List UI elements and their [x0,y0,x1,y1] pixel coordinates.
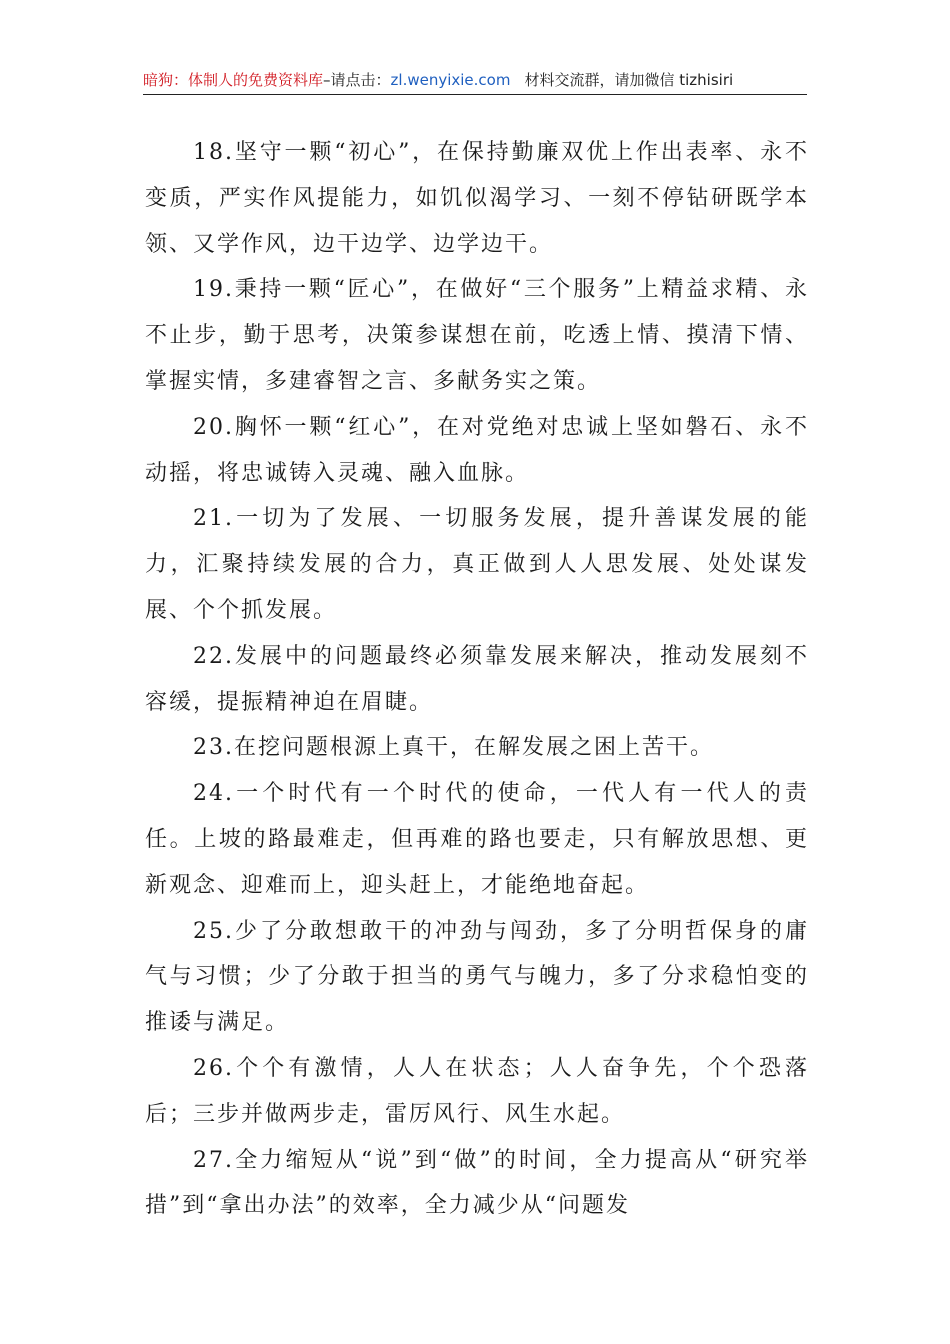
paragraph-18: 18.坚守一颗“初心”，在保持勤廉双优上作出表率、永不变质，严实作风提能力，如饥似渴学习、一刻不停钻研既学本领、又学作风，边干边学、边学边干。 [145,140,809,257]
document-body [145,130,809,1229]
header-cta: –请点击： [323,71,391,89]
paragraph-24: 24.一个时代有一个时代的使命，一代人有一代人的责任。上坡的路最难走，但再难的路也要走，只有解放思想、更新观念、迎难而上，迎头赶上，才能绝地奋起。 [145,781,809,898]
header-link[interactable]: zl.wenyixie.com [390,71,511,89]
paragraph-25: 25.少了分敢想敢干的冲劲与闯劲，多了分明哲保身的庸气与习惯；少了分敢于担当的勇气与魄力，多了分求稳怕变的推诿与满足。 [145,918,809,1036]
paragraph-20: 20.胸怀一颗“红心”，在对党绝对忠诚上坚如磐石、永不动摇，将忠诚铸入灵魂、融入血脉。 [145,414,809,486]
page-header [143,66,807,95]
header-brand: 暗狗：体制人的免费资料库 [143,71,324,89]
paragraph-23: 23.在挖问题根源上真干，在解发展之困上苦干。 [193,735,714,761]
paragraph-19: 19.秉持一颗“匠心”，在做好“三个服务”上精益求精、永不止步，勤于思考，决策参谋想在前，吃透上情、摸清下情、掌握实情，多建睿智之言、多献务实之策。 [145,277,809,394]
paragraph-21: 21.一切为了发展、一切服务发展，提升善谋发展的能力，汇聚持续发展的合力，真正做到人人思发展、处处谋发展、个个抓发展。 [145,506,809,623]
paragraph-27: 27.全力缩短从“说”到“做”的时间，全力提高从“研究举措”到“拿出办法”的效率，全力减少从“问题发 [145,1147,809,1219]
header-group-info: 材料交流群，请加微信 tizhisiri [524,71,734,89]
paragraph-22: 22.发展中的问题最终必须靠发展来解决，推动发展刻不容缓，提振精神迫在眉睫。 [145,643,809,715]
paragraph-26: 26.个个有激情，人人在状态；人人奋争先，个个恐落后；三步并做两步走，雷厉风行、风生水起。 [145,1055,809,1127]
